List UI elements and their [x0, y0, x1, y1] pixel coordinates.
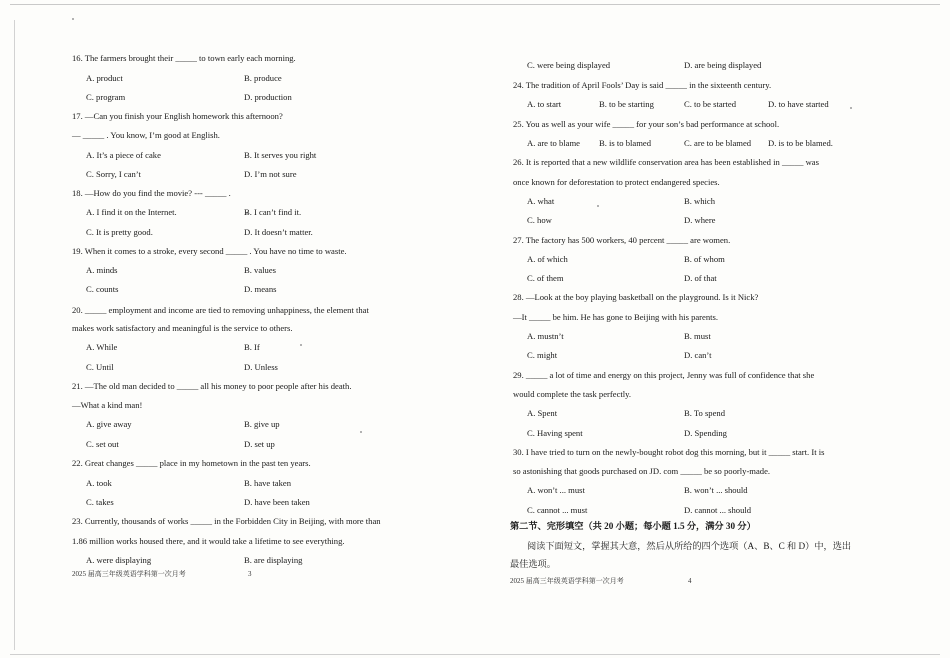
page-footer: 2025 届高三年级英语学科第一次月考 — [510, 577, 624, 585]
q26-option-b: B. which — [684, 196, 716, 206]
q18-option-c: C. It is pretty good. — [86, 227, 153, 237]
q20-option-c: C. Until — [86, 362, 114, 372]
q28-option-b: B. must — [684, 331, 711, 341]
q16-option-a: A. product — [86, 73, 123, 83]
question-18-stem: 18. —How do you find the movie? --- _____ . — [72, 188, 231, 198]
q28-option-d: D. can’t — [684, 350, 712, 360]
question-25-stem: 25. You as well as your wife _____ for your son’s bad performance at school. — [513, 119, 780, 129]
q21-option-c: C. set out — [86, 439, 119, 449]
q24-option-b: B. to be starting — [599, 99, 654, 109]
q30-option-c: C. cannot ... must — [527, 505, 588, 515]
question-19-stem: 19. When it comes to a stroke, every second _____ . You have no time to waste. — [72, 246, 347, 256]
q27-option-a: A. of which — [527, 254, 568, 264]
question-20-stem-2: makes work satisfactory and meaningful is the service to others. — [72, 323, 293, 333]
question-20-stem: 20. _____ employment and income are tied to removing unhappiness, the element that — [72, 305, 369, 315]
question-29-stem: 29. _____ a lot of time and energy on this project, Jenny was full of confidence that she — [513, 370, 815, 380]
question-16-stem: 16. The farmers brought their _____ to town early each morning. — [72, 53, 296, 63]
q30-option-d: D. cannot ... should — [684, 505, 752, 515]
question-29-stem-2: would complete the task perfectly. — [513, 389, 632, 399]
q27-option-b: B. of whom — [684, 254, 725, 264]
q24-option-d: D. to have started — [768, 99, 829, 109]
q23-option-a: A. were displaying — [86, 555, 152, 565]
question-21-stem-2: —What a kind man! — [72, 400, 143, 410]
q30-option-b: B. won’t ... should — [684, 485, 748, 495]
q24-option-a: A. to start — [527, 99, 562, 109]
q29-option-c: C. Having spent — [527, 428, 583, 438]
question-17-stem-2: — _____ . You know, I’m good at English. — [72, 130, 220, 140]
q29-option-d: D. Spending — [684, 428, 727, 438]
q23-option-b: B. are displaying — [244, 555, 303, 565]
q22-option-a: A. took — [86, 478, 112, 488]
q19-option-c: C. counts — [86, 284, 119, 294]
q17-option-c: C. Sorry, I can’t — [86, 169, 141, 179]
q17-option-a: A. It’s a piece of cake — [86, 150, 161, 160]
page-number: 3 — [248, 570, 252, 578]
q26-option-d: D. where — [684, 215, 716, 225]
q29-option-b: B. To spend — [684, 408, 726, 418]
q19-option-b: B. values — [244, 265, 276, 275]
q26-option-a: A. what — [527, 196, 555, 206]
q22-option-c: C. takes — [86, 497, 114, 507]
q25-option-b: B. is to blamed — [599, 138, 652, 148]
question-23-stem: 23. Currently, thousands of works _____ in the Forbidden City in Beijing, with more than — [72, 516, 381, 526]
q21-option-b: B. give up — [244, 419, 280, 429]
page-3 — [72, 0, 452, 658]
q20-option-b: B. If — [244, 342, 260, 352]
q20-option-a: A. While — [86, 342, 118, 352]
q21-option-a: A. give away — [86, 419, 132, 429]
section-instructions: 阅读下面短文，掌握其大意，然后从所给的四个选项（A、B、C 和 D）中，选出 — [527, 541, 852, 551]
q28-option-a: A. mustn’t — [527, 331, 564, 341]
q30-option-a: A. won’t ... must — [527, 485, 585, 495]
question-24-stem: 24. The tradition of April Fools’ Day is said _____ in the sixteenth century. — [513, 80, 772, 90]
q16-option-c: C. program — [86, 92, 126, 102]
q22-option-d: D. have been taken — [244, 497, 310, 507]
q17-option-d: D. I’m not sure — [244, 169, 297, 179]
question-28-stem: 28. —Look at the boy playing basketball on the playground. Is it Nick? — [513, 292, 759, 302]
question-23-stem-2: 1.86 million works housed there, and it would take a lifetime to see everything. — [72, 536, 345, 546]
q22-option-b: B. have taken — [244, 478, 292, 488]
page-number: 4 — [688, 577, 692, 585]
question-26-stem-2: once known for deforestation to protect endangered species. — [513, 177, 720, 187]
question-21-stem: 21. —The old man decided to _____ all his money to poor people after his death. — [72, 381, 352, 391]
scan-edge-left — [14, 20, 15, 650]
q24-option-c: C. to be started — [684, 99, 737, 109]
q25-option-c: C. are to be blamed — [684, 138, 752, 148]
question-26-stem: 26. It is reported that a new wildlife conservation area has been established in _____ was — [513, 157, 819, 167]
question-30-stem: 30. I have tried to turn on the newly-bought robot dog this morning, but it _____ start. It is — [513, 447, 825, 457]
question-27-stem: 27. The factory has 500 workers, 40 percent _____ are women. — [513, 235, 731, 245]
q27-option-d: D. of that — [684, 273, 717, 283]
q19-option-d: D. means — [244, 284, 277, 294]
q25-option-a: A. are to blame — [527, 138, 580, 148]
q26-option-c: C. how — [527, 215, 552, 225]
q17-option-b: B. It serves you right — [244, 150, 317, 160]
page-4 — [510, 0, 873, 658]
q18-option-d: D. It doesn’t matter. — [244, 227, 313, 237]
q23-option-d: D. are being displayed — [684, 60, 762, 70]
page-footer: 2025 届高三年级英语学科第一次月考 — [72, 570, 186, 578]
q16-option-b: B. produce — [244, 73, 282, 83]
question-22-stem: 22. Great changes _____ place in my hometown in the past ten years. — [72, 458, 311, 468]
question-28-stem-2: —It _____ be him. He has gone to Beijing with his parents. — [513, 312, 719, 322]
q23-option-c: C. were being displayed — [527, 60, 611, 70]
q25-option-d: D. is to be blamed. — [768, 138, 833, 148]
q21-option-d: D. set up — [244, 439, 275, 449]
section-title: 第二节、完形填空（共 20 小题；每小题 1.5 分，满分 30 分） — [510, 521, 756, 531]
section-instructions-2: 最佳选项。 — [510, 559, 556, 569]
q19-option-a: A. minds — [86, 265, 118, 275]
q27-option-c: C. of them — [527, 273, 564, 283]
q29-option-a: A. Spent — [527, 408, 558, 418]
question-17-stem: 17. —Can you finish your English homework this afternoon? — [72, 111, 283, 121]
q20-option-d: D. Unless — [244, 362, 278, 372]
q18-option-a: A. I find it on the Internet. — [86, 207, 177, 217]
q16-option-d: D. production — [244, 92, 292, 102]
q28-option-c: C. might — [527, 350, 558, 360]
question-30-stem-2: so astonishing that goods purchased on JD. com _____ be so poorly-made. — [513, 466, 771, 476]
q18-option-b: B. I can’t find it. — [244, 207, 302, 217]
